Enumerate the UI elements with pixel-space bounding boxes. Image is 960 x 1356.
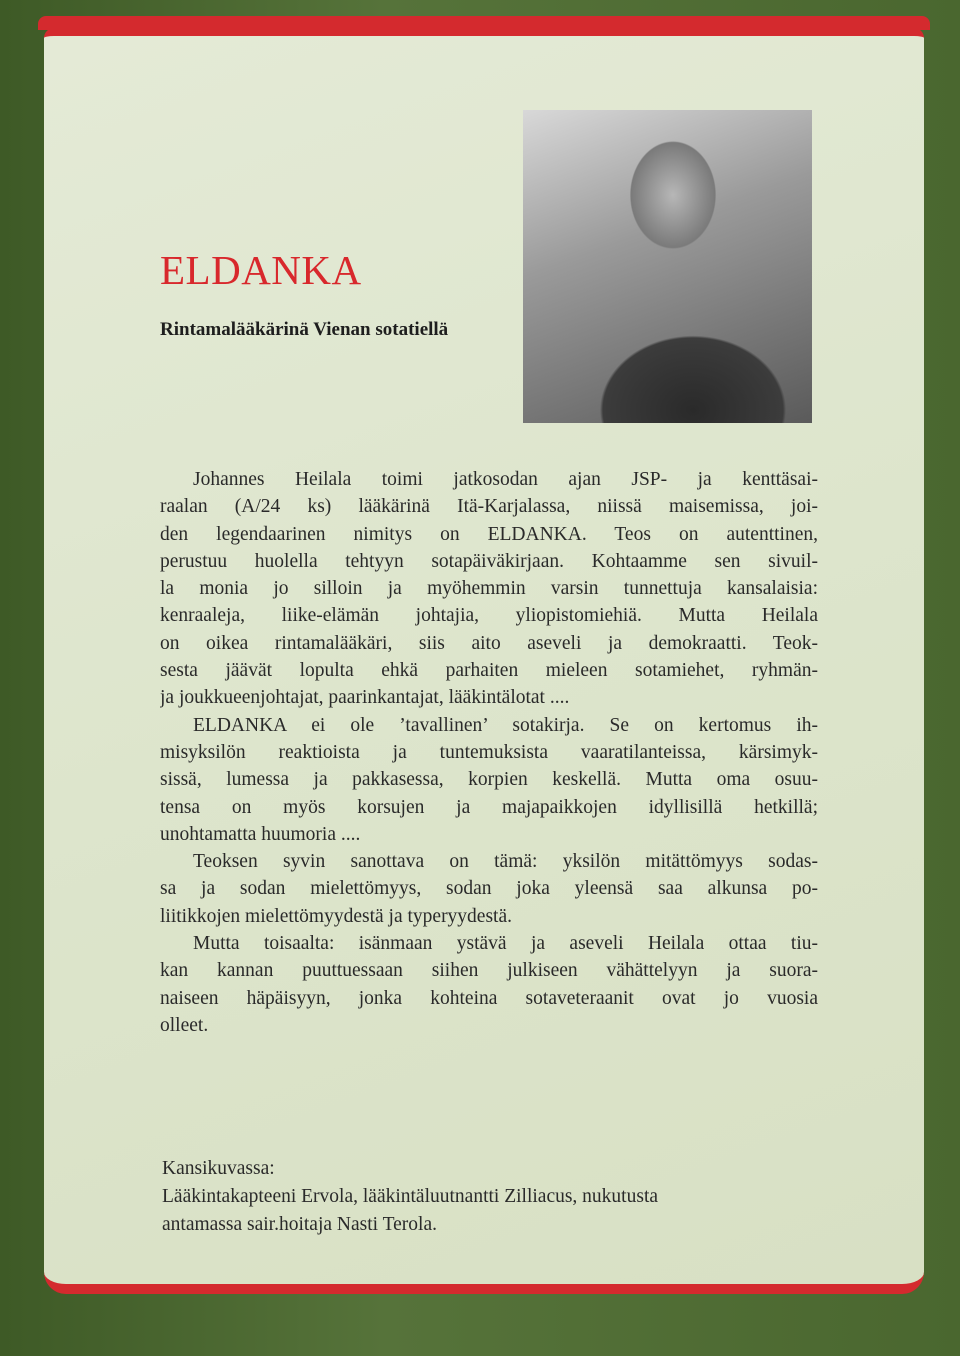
blurb-line: sissä, lumessa ja pakkasessa, korpien keskellä. Mutta oma osuu- xyxy=(160,769,818,791)
blurb-line: perustuu huolella tehtyyn sotapäiväkirjaan. Kohtaamme sen sivuil- xyxy=(160,550,818,572)
blurb-line: Mutta toisaalta: isänmaan ystävä ja aseveli Heilala ottaa tiu- xyxy=(193,933,818,955)
blurb-line: misyksilön reaktioista ja tuntemuksista vaaratilanteissa, kärsimyk- xyxy=(160,741,818,763)
blurb-line: ja joukkueenjohtajat, paarinkantajat, lääkintälotat .... xyxy=(160,687,570,709)
blurb-line: den legendaarinen nimitys on ELDANKA. Teos on autenttinen, xyxy=(160,523,818,545)
blurb-line: on oikea rintamalääkäri, siis aito aseveli ja demokraatti. Teok- xyxy=(160,632,818,654)
blurb-line: naiseen häpäisyyn, jonka kohteina sotaveteraanit ovat jo vuosia xyxy=(160,987,818,1009)
cover-caption xyxy=(162,1155,658,1239)
blurb-line: tensa on myös korsujen ja majapaikkojen idyllisillä hetkillä; xyxy=(160,796,818,818)
blurb-line: kenraaleja, liike-elämän johtajia, yliopistomiehiä. Mutta Heilala xyxy=(160,605,818,627)
caption-label: Kansikuvassa: xyxy=(162,1158,275,1179)
blurb-line: raalan (A/24 ks) lääkärinä Itä-Karjalassa, niissä maisemissa, joi- xyxy=(160,496,818,518)
blurb-line: Teoksen syvin sanottava on tämä: yksilön mitättömyys sodas- xyxy=(193,851,818,873)
blurb-line: sesta jäävät lopulta ehkä parhaiten mieleen sotamiehet, ryhmän- xyxy=(160,660,818,682)
book-title: ELDANKA xyxy=(160,247,362,293)
blurb-line: unohtamatta huumoria .... xyxy=(160,823,361,845)
caption-line: Lääkintakapteeni Ervola, lääkintäluutnantti Zilliacus, nukutusta xyxy=(162,1186,659,1207)
blurb-line: olleet. xyxy=(160,1014,209,1036)
blurb-text xyxy=(160,466,818,1039)
book-subtitle: Rintamalääkärinä Vienan sotatiellä xyxy=(160,319,449,340)
author-photo xyxy=(523,110,812,423)
blurb-line: liitikkojen mielettömyydestä ja typeryydestä. xyxy=(160,905,512,927)
blurb-line: ELDANKA ei ole ’tavallinen’ sotakirja. Se on kertomus ih- xyxy=(193,714,818,736)
caption-line: antamassa sair.hoitaja Nasti Terola. xyxy=(162,1214,437,1235)
blurb-line: Johannes Heilala toimi jatkosodan ajan JSP- ja kenttäsai- xyxy=(193,469,818,490)
blurb-line: sa ja sodan mielettömyys, sodan joka yleensä saa alkunsa po- xyxy=(160,878,818,900)
blurb-line: kan kannan puuttuessaan siihen julkiseen vähättelyyn ja suora- xyxy=(160,960,818,982)
blurb-line: la monia jo silloin ja myöhemmin varsin tunnettuja kansalaisia: xyxy=(160,578,818,600)
